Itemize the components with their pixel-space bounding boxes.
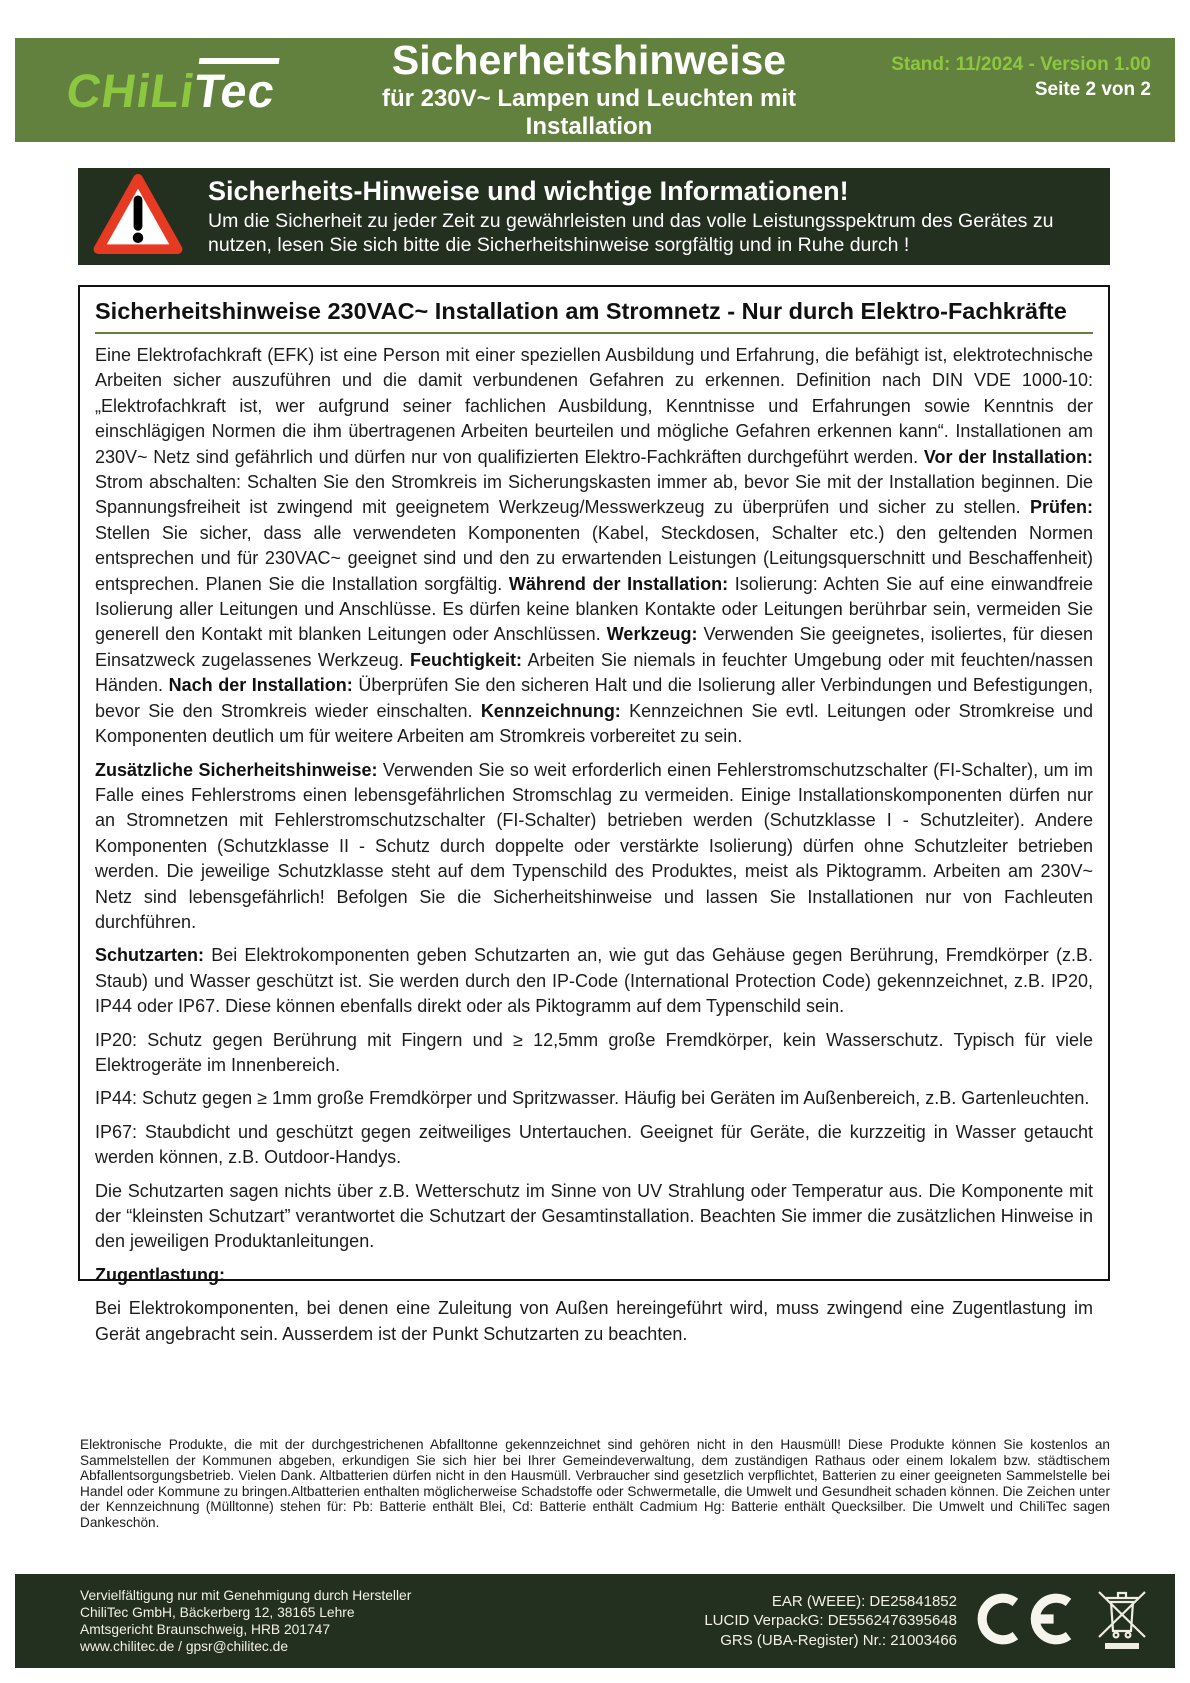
header-meta [811, 54, 1151, 101]
warning-title: Sicherheits-Hinweise und wichtige Informationen! [208, 175, 849, 206]
warning-text [208, 176, 1092, 258]
page-number-label: Seite 2 von 2 [1034, 78, 1151, 100]
paragraph: IP67: Staubdicht und geschützt gegen zeitweiliges Untertauchen. Geeignet für Geräte, die kurzzeitig in Wasser getaucht werden können, z.B. Outdoor-Handys. [95, 1121, 1093, 1168]
paragraph: IP20: Schutz gegen Berührung mit Fingern und ≥ 12,5mm große Fremdkörper, kein Wasserschutz. Typisch für viele Elektrogeräte im Innenbereich. [95, 1029, 1093, 1075]
paragraph: Eine Elektrofachkraft (EFK) ist eine Person mit einer speziellen Ausbildung und Erfahrung, die befähigt ist, elektrotechnische Arbeiten sicher auszuführen und die damit verbundenen Gefahren zu erkennen. Definition nach DIN VDE 1000-10:„Elektrofachkraft ist, wer aufgrund seiner fachlichen Ausbildung, Kenntnisse und Erfahrungen sowie Kenntnis der einschlägigen Normen die ihm übertragenen Arbeiten beurteilen und mögliche Gefahren erkennen kann“. Installationen am 230V~ Netz sind gefährlich und dürfen nur von qualifizierten Elektro-Fachkräften durchgeführt werden. Vor der Installation: Strom abschalten: Schalten Sie den Stromkreis im Sicherungskasten immer ab, bevor Sie mit der Installation beginnen. Die Spannungsfreiheit ist zwingend mit geeignetem Werkzeug/Messwerkzeug zu überprüfen und sicher zu stellen. Prüfen: Stellen Sie sicher, dass alle verwendeten Komponenten (Kabel, Steckdosen, Schalter etc.) den geltenden Normen entsprechen und für 230VAC~ geeignet sind und den zu erwartenden Leistungen (Leitungsquerschnitt und Beschaffenheit) entsprechen. Planen Sie die Installation sorgfältig. Während der Installation: Isolierung: Achten Sie auf eine einwandfreie Isolierung aller Leitungen und Anschlüsse. Es dürfen keine blanken Kontakte oder Leitungen berührbar sein, vermeiden Sie generell den Kontakt mit blanken Leitungen oder Anschlüssen. Werkzeug: Verwenden Sie geeignetes, isoliertes, für diesen Einsatzweck zugelassenes Werkzeug. Feuchtigkeit: Arbeiten Sie niemals in feuchter Umgebung oder mit feuchten/nassen Händen. Nach der Installation: Überprüfen Sie den sicheren Halt und die Isolierung aller Verbindungen und Befestigungen, bevor Sie den Stromkreis wieder einschalten. Kennzeichnung: Kennzeichnen Sie evtl. Leitungen oder Stromkreise und Komponenten deutlich um für weitere Arbeiten am Stromkreis vorbereitet zu sein. [95, 345, 1094, 747]
footer-bar [15, 1574, 1175, 1668]
ce-mark-icon [973, 1591, 1081, 1652]
chilitec-logo [63, 63, 371, 118]
document-subtitle: für 230V~ Lampen und Leuchten mit Installation [381, 84, 797, 140]
footer-certification-marks [973, 1586, 1153, 1657]
header-titles [367, 39, 811, 140]
footer-line-register: Amtsgericht Braunschweig, HRB 201747 [80, 1622, 331, 1637]
version-label: Stand: 11/2024 - Version 1.00 [891, 53, 1151, 75]
document-title: Sicherheitshinweise [391, 37, 787, 84]
footer-line-lucid: LUCID VerpackG: DE5562476395648 [704, 1612, 957, 1630]
paragraph: Schutzarten: Bei Elektrokomponenten geben Schutzarten an, wie gut das Gehäuse gegen Berührung, Fremdkörper (z.B. Staub) und Wasser geschützt ist. Sie werden durch den IP-Code (International Protection Code) gekennzeichnet, z.B. IP20, IP44 oder IP67. Diese können ebenfalls direkt oder als Piktogramm auf dem Typenschild sein. [95, 945, 1093, 1017]
section-heading: Sicherheitshinweise 230VAC~ Installation am Stromnetz - Nur durch Elektro-Fachkräfte [95, 298, 1067, 324]
footer-line-copyright: Vervielfältigung nur mit Genehmigung durch Hersteller [80, 1588, 412, 1603]
warning-body: Um die Sicherheit zu jeder Zeit zu gewährleisten und das volle Leistungsspektrum des Gerätes zu nutzen, lesen Sie sich bitte die Sicherheitshinweise sorgfältig und in Ruhe durch ! [208, 209, 1054, 256]
footer-line-grs: GRS (UBA-Register) Nr.: 21003466 [720, 1631, 957, 1649]
disposal-note: Elektronische Produkte, die mit der durchgestrichenen Abfalltonne gekennzeichnet sind gehören nicht in den Hausmüll! Diese Produkte können Sie kostenlos an Sammelstellen der Kommunen abgeben, erkundigen Sie sich hier bei Ihrer Gemeindeverwaltung, dem zuständigen Rathaus oder einem lokalem bzw. städtischem Abfallentsorgungsbetrieb. Vielen Dank. Altbatterien dürfen nicht in den Hausmüll. Verbraucher sind gesetzlich verpflichtet, Batterien zu einer geeigneten Sammelstelle bei Handel oder Kommune zu bringen.Altbatterien enthalten möglicherweise Schadstoffe oder Schwermetalle, die Umwelt und Gesundheit schaden können. Die Zeichen unter der Kennzeichnung (Mülltonne) stehen für: Pb: Batterie enthält Blei, Cd: Batterie enthält Cadmium Hg: Batterie enthält Quecksilber. Die Umwelt und ChiliTec sagen Dankeschön. [80, 1437, 1110, 1530]
warning-triangle-icon [94, 173, 182, 260]
header-bar [15, 38, 1175, 142]
paragraph: Bei Elektrokomponenten, bei denen eine Zuleitung von Außen hereingeführt wird, muss zwingend eine Zugentlastung im Gerät angebracht sein. Ausserdem ist der Punkt Schutzarten zu beachten. [95, 1298, 1093, 1344]
paragraph: Zugentlastung: [95, 1264, 225, 1285]
footer-line-address: ChiliTec GmbH, Bäckerberg 12, 38165 Lehre [80, 1605, 355, 1620]
paragraph: Zusätzliche Sicherheitshinweise: Verwenden Sie so weit erforderlich einen Fehlerstromschutzschalter (FI-Schalter), um im Falle eines Fehlerstroms einen lebensgefährlichen Stromschlag zu vermeiden. Einige Installationskomponenten dürfen nur an Stromnetzen mit Fehlerstromschutzschalter (FI-Schalter) betrieben werden (Schutzklasse I - Schutzleiter). Andere Komponenten (Schutzklasse II - Schutz durch doppelte oder verstärkte Isolierung) dürfen ohne Schutzleiter betrieben werden. Die jeweilige Schutzklasse steht auf dem Typenschild des Produktes, meist als Piktogramm. Arbeiten am 230V~ Netz sind lebensgefährlich! Befolgen Sie die Sicherheitshinweise und lassen Sie Installationen nur von Fachleuten durchführen. [95, 759, 1093, 932]
weee-bin-icon [1091, 1586, 1153, 1657]
footer-line-website[interactable]: www.chilitec.de / gpsr@chilitec.de [80, 1639, 289, 1654]
footer-company-info [80, 1587, 411, 1655]
footer-registration-numbers [704, 1592, 957, 1651]
heading-divider [95, 332, 1093, 334]
paragraph: IP44: Schutz gegen ≥ 1mm große Fremdkörper und Spritzwasser. Häufig bei Geräten im Außenbereich, z.B. Gartenleuchten. [95, 1088, 1090, 1109]
logo-text-chili: CHiLi [63, 63, 199, 117]
paragraph: Die Schutzarten sagen nichts über z.B. Wetterschutz im Sinne von UV Strahlung oder Temperatur aus. Die Komponente mit der “kleinsten Schutzart” verantwortet die Schutzart der Gesamtinstallation. Beachten Sie immer die zusätzlichen Hinweise in den jeweiligen Produktanleitungen. [95, 1180, 1093, 1252]
warning-banner [78, 168, 1110, 265]
safety-content-box [78, 285, 1110, 1344]
footer-line-ear: EAR (WEEE): DE25841852 [771, 1592, 957, 1610]
logo-text-tec: Tec [191, 58, 280, 117]
main-paragraphs [95, 343, 1093, 1347]
